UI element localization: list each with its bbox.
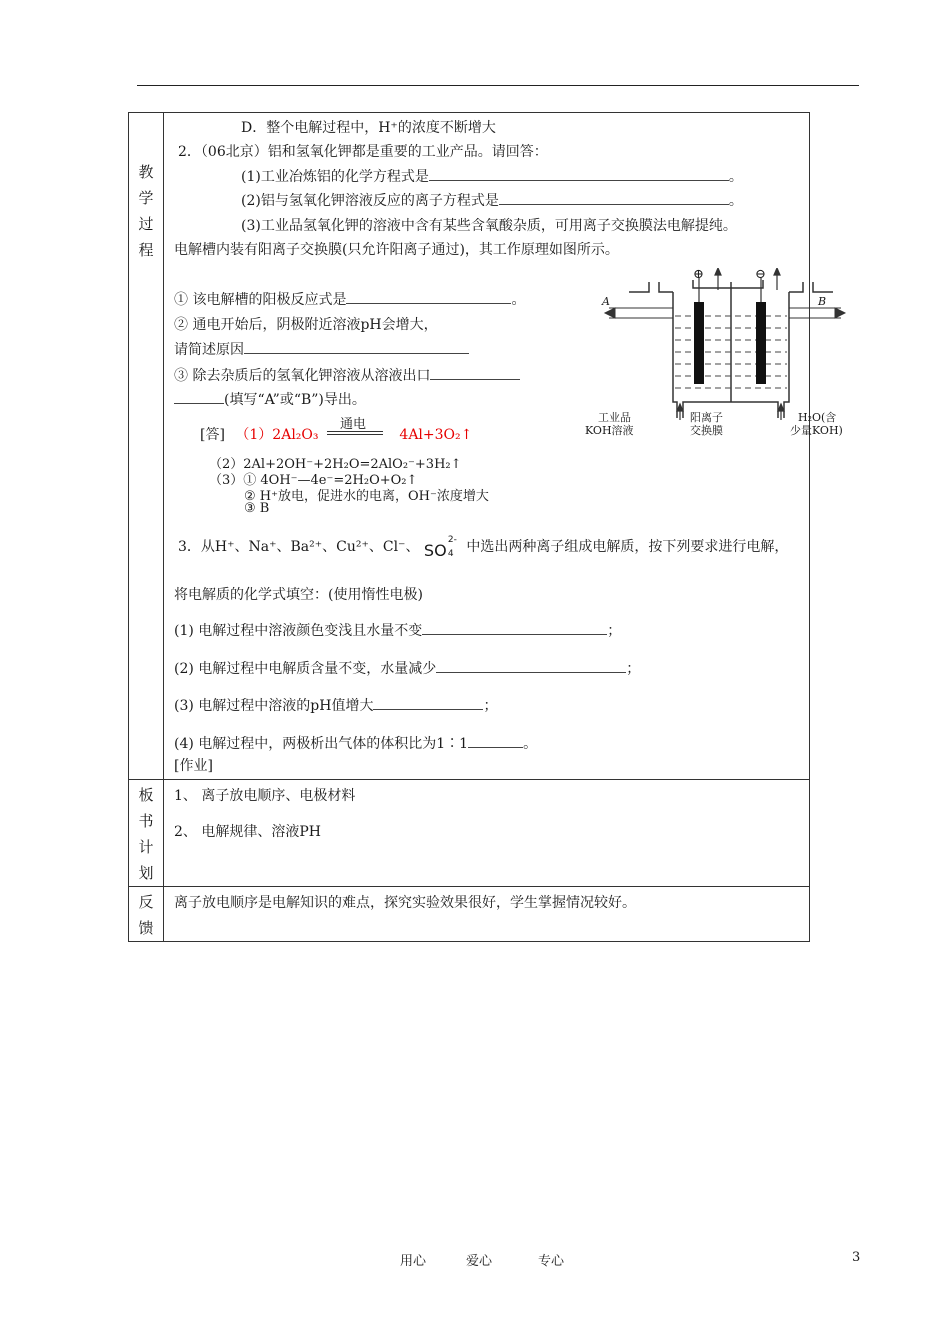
- sulfate-ion: SO 2- 4: [423, 535, 457, 560]
- q3-part1: (1) 电解过程中溶液颜色变浅且水量不变 ；: [174, 623, 622, 639]
- answer-3-3: ③ B: [244, 501, 270, 516]
- answer-blank: [429, 167, 729, 181]
- side-label-feedback: 反馈: [129, 887, 164, 942]
- question-3-line2: 将电解质的化学式填空：(使用惰性电极): [174, 587, 423, 603]
- left-inlet-label-2: KOH溶液: [585, 424, 634, 437]
- q2-part1: (1)工业冶炼铝的化学方程式是 。: [241, 169, 743, 185]
- teaching-cell: [164, 113, 843, 780]
- footer-motto-1: 用心: [400, 1254, 427, 1269]
- q2-part3-line2: 电解槽内装有阳离子交换膜(只允许阳离子通过)，其工作原理如图所示。: [174, 242, 619, 258]
- answer-blank: [422, 621, 607, 635]
- reaction-arrow: [327, 417, 391, 439]
- q2-sub-i: ① 该电解槽的阳极反应式是 。: [174, 292, 526, 308]
- lesson-table: [128, 112, 843, 942]
- answer-blank: [436, 659, 626, 673]
- footer-motto-2: 爱心: [466, 1254, 493, 1269]
- answer-blank: [244, 340, 469, 354]
- question-3-line1: 3．从H⁺、Na⁺、Ba²⁺、Cu²⁺、Cl⁻、 SO 2- 4 中选出两种离子组成电解质，按下列要求进行电解，: [178, 535, 789, 560]
- page-number: 3: [852, 1250, 861, 1265]
- answer-2: （2）2Al+2OH⁻+2H₂O=2AlO₂⁻+3H₂↑: [209, 457, 462, 472]
- answer-line-1: [200, 417, 473, 444]
- q2-part3-line1: (3)工业品氢氧化钾的溶液中含有某些含氧酸杂质，可用离子交换膜法电解提纯。: [241, 218, 737, 234]
- q3-part4: (4) 电解过程中，两极析出气体的体积比为1∶1 。: [174, 736, 538, 752]
- membrane-label-2: 交换膜: [690, 424, 723, 437]
- homework-label: [作业]: [174, 758, 213, 774]
- right-inlet-label-2: 少量KOH): [790, 424, 843, 437]
- header-rule: [137, 85, 859, 86]
- board-item-2: 2、 电解规律、溶液PH: [174, 824, 321, 840]
- q3-part3: (3) 电解过程中溶液的pH值增大 ；: [174, 698, 498, 714]
- answer-blank: [499, 191, 729, 205]
- q2-sub-iii-b: (填写“A”或“B”)导出。: [174, 389, 366, 409]
- reaction-condition: 通电: [339, 417, 366, 432]
- answer-3-1: （3）① 4OH⁻—4e⁻=2H₂O+O₂↑: [209, 473, 418, 488]
- outlet-b-label: B: [818, 295, 827, 308]
- feedback-cell: [164, 887, 810, 942]
- answer-3-2: ② H⁺放电，促进水的电离，OH⁻浓度增大: [244, 489, 489, 504]
- membrane-label-1: 阳离子: [690, 411, 723, 424]
- negative-terminal-icon: ⊖: [755, 267, 766, 282]
- board-item-1: 1、 离子放电顺序、电极材料: [174, 788, 356, 804]
- side-label-teaching: 教学过程: [129, 113, 164, 780]
- answer-1a: （1）2Al₂O₃: [235, 427, 319, 443]
- q2-sub-iii: ③ 除去杂质后的氢氧化钾溶液从溶液出口: [174, 365, 520, 385]
- outlet-a-label: A: [602, 295, 610, 308]
- answer-blank: [430, 366, 520, 380]
- right-inlet-label-1: H₂O(含: [798, 411, 837, 424]
- footer-motto-3: 专心: [538, 1254, 565, 1269]
- option-d: D．整个电解过程中，H⁺的浓度不断增大: [241, 120, 496, 136]
- answer-blank: [373, 696, 483, 710]
- left-inlet-label-1: 工业品: [598, 411, 631, 424]
- anode-electrode: [694, 302, 704, 384]
- board-cell: [164, 780, 810, 887]
- cathode-electrode: [756, 302, 766, 384]
- answer-blank: [174, 390, 224, 404]
- answer-1b: 4Al+3O₂↑: [399, 427, 473, 443]
- right-top-outlet: [789, 282, 833, 292]
- q2-sub-ii-reason: 请简述原因: [174, 339, 469, 359]
- answer-label: [答]: [200, 427, 225, 443]
- answer-blank: [468, 734, 523, 748]
- left-top-outlet: [629, 282, 673, 292]
- answer-blank: [346, 290, 511, 304]
- q2-part2: (2)铝与氢氧化钾溶液反应的离子方程式是 。: [241, 193, 743, 209]
- q2-sub-ii: ② 通电开始后，阴极附近溶液pH会增大，: [174, 317, 438, 333]
- side-label-board: 板书计划: [129, 780, 164, 887]
- question-2-title: 2．（06北京）铝和氢氧化钾都是重要的工业产品。请回答：: [178, 144, 548, 160]
- feedback-text: 离子放电顺序是电解知识的难点，探究实验效果很好，学生掌握情况较好。: [174, 895, 636, 911]
- positive-terminal-icon: ⊕: [693, 267, 704, 282]
- q3-part2: (2) 电解过程中电解质含量不变，水量减少 ；: [174, 661, 641, 677]
